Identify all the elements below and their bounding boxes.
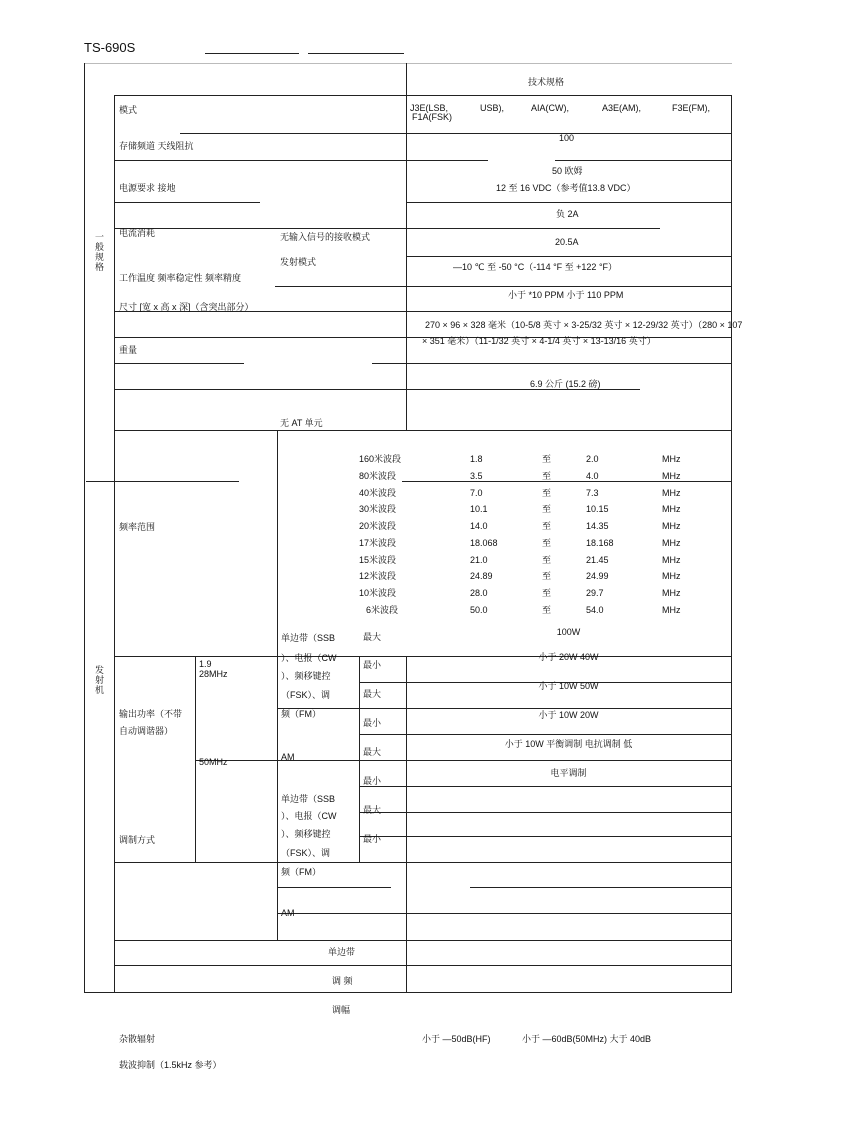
max-label: 最大	[363, 747, 382, 757]
mode-group-text: （FSK）、调	[281, 690, 331, 700]
stability-value: 小于 *10 PPM 小于 110 PPM	[508, 290, 624, 300]
row-rule	[402, 481, 732, 482]
band-high: 21.45	[586, 555, 609, 565]
max-label: 最大	[363, 805, 382, 815]
band-to: 至	[542, 471, 552, 481]
range-hf: 1.9	[199, 659, 212, 669]
spec-title: 技术规格	[528, 77, 565, 87]
band-unit: MHz	[662, 454, 681, 464]
band-name: 40米波段	[359, 488, 397, 498]
row-rule	[277, 913, 732, 914]
range-hf: 28MHz	[199, 669, 228, 679]
row-rule	[406, 202, 732, 203]
power-value: 小于 10W 平衡调制 电抗调制 低	[504, 739, 633, 749]
row-rule	[372, 363, 732, 364]
current-value: 20.5A	[555, 237, 579, 247]
freq-range-label: 频率范围	[119, 522, 156, 532]
band-unit: MHz	[662, 471, 681, 481]
row-rule	[114, 965, 732, 966]
modulation-fm: 调 频	[332, 976, 353, 986]
band-name: 10米波段	[359, 588, 397, 598]
min-label: 最小	[363, 718, 382, 728]
band-name: 160米波段	[359, 454, 402, 464]
tx-mode-label: 发射模式	[280, 257, 317, 267]
row-rule	[359, 786, 732, 787]
row-rule	[114, 940, 732, 941]
weight-label: 重量	[119, 345, 138, 355]
memory-value: 100	[559, 133, 575, 143]
band-low: 21.0	[470, 555, 488, 565]
power-value: 小于 10W 20W	[538, 710, 599, 720]
header-rule	[308, 53, 404, 54]
row-rule	[359, 734, 732, 735]
mode-group-text: ）、电报（CW	[281, 653, 337, 663]
band-to: 至	[542, 538, 552, 548]
min-label: 最小	[363, 660, 382, 670]
spurious-label: 杂散辐射	[119, 1034, 156, 1044]
mode-value: AIA(CW),	[531, 103, 569, 113]
band-high: 2.0	[586, 454, 599, 464]
mode-group-text: ）、频移键控	[281, 671, 331, 681]
size-value: × 351 毫米）（11-1/32 英寸 × 4-1/4 英寸 × 13-13/16 英寸）	[422, 336, 656, 346]
power-value: 100W	[556, 627, 581, 637]
carrier-suppression-label: 载波抑制（1.5kHz 参考）	[119, 1060, 222, 1070]
value-column-border	[406, 63, 407, 430]
max-label: 最大	[363, 632, 382, 642]
ground-value: 负 2A	[556, 209, 579, 219]
band-unit: MHz	[662, 488, 681, 498]
band-to: 至	[542, 555, 552, 565]
mode-group-text: ）、电报（CW	[281, 811, 337, 821]
min-label: 最小	[363, 834, 382, 844]
transmitter-side-label: 发射机	[95, 665, 105, 695]
table-right-border	[731, 95, 732, 993]
range-50mhz: 50MHz	[199, 757, 228, 767]
band-to: 至	[542, 588, 552, 598]
band-low: 14.0	[470, 521, 488, 531]
band-to: 至	[542, 454, 552, 464]
band-high: 10.15	[586, 504, 609, 514]
row-rule	[114, 228, 660, 229]
band-low: 7.0	[470, 488, 483, 498]
mode-group-text: 单边带（SSB	[281, 633, 336, 643]
min-label: 最小	[363, 776, 382, 786]
band-to: 至	[542, 488, 552, 498]
mode-value: J3E(LSB,	[410, 103, 449, 113]
row-rule	[86, 481, 239, 482]
power-value: 小于 10W 50W	[538, 681, 599, 691]
spurious-50mhz: 小于 —60dB(50MHz) 大于 40dB	[522, 1034, 652, 1044]
row-rule	[277, 708, 732, 709]
mode-label: 模式	[119, 105, 138, 115]
size-label: 尺寸 [宽 x 高 x 深]（含突出部分）	[119, 302, 254, 312]
row-rule	[275, 286, 732, 287]
mode-group-text: 单边带（SSB	[281, 794, 336, 804]
band-unit: MHz	[662, 588, 681, 598]
mode-group-text: AM	[281, 908, 295, 918]
mode-value: F3E(FM),	[672, 103, 710, 113]
row-rule	[114, 160, 488, 161]
mode-value: USB),	[480, 103, 505, 113]
band-high: 18.168	[586, 538, 614, 548]
band-low: 10.1	[470, 504, 488, 514]
modulation-ssb: 单边带	[328, 947, 356, 957]
band-name: 80米波段	[359, 471, 397, 481]
band-low: 50.0	[470, 605, 488, 615]
memory-antenna-label: 存储频道 天线阻抗	[119, 141, 194, 151]
output-power-label: 输出功率（不带	[119, 709, 183, 719]
row-rule	[406, 256, 732, 257]
row-rule	[114, 862, 732, 863]
mode-group-text: （FSK）、调	[281, 848, 331, 858]
mode-group-text: AM	[281, 752, 295, 762]
band-high: 54.0	[586, 605, 604, 615]
temp-label: 工作温度 频率稳定性 频率精度	[119, 273, 242, 283]
band-unit: MHz	[662, 571, 681, 581]
doc-title: TS-690S	[84, 40, 136, 55]
mode-group-text: ）、频移键控	[281, 829, 331, 839]
mode-value: F1A(FSK)	[412, 112, 453, 122]
band-name: 30米波段	[359, 504, 397, 514]
row-rule	[114, 202, 260, 203]
band-low: 3.5	[470, 471, 483, 481]
band-high: 24.99	[586, 571, 609, 581]
band-to: 至	[542, 504, 552, 514]
band-low: 28.0	[470, 588, 488, 598]
mode-group-text: 频（FM）	[281, 709, 321, 719]
subcolumn-border	[277, 430, 278, 940]
table-top-border	[84, 63, 732, 64]
band-name: 12米波段	[359, 571, 397, 581]
band-unit: MHz	[662, 521, 681, 531]
row-rule	[195, 760, 732, 761]
band-low: 1.8	[470, 454, 483, 464]
band-unit: MHz	[662, 555, 681, 565]
row-rule	[359, 812, 732, 813]
table-bottom-border	[84, 992, 732, 993]
row-rule	[114, 430, 732, 431]
band-high: 29.7	[586, 588, 604, 598]
modulation-label: 调制方式	[119, 835, 156, 845]
band-high: 7.3	[586, 488, 599, 498]
row-rule	[277, 887, 391, 888]
power-ground-label: 电源要求 接地	[119, 183, 176, 193]
current-label: 电流消耗	[119, 228, 156, 238]
table-left-border	[84, 63, 85, 993]
row-rule	[359, 836, 732, 837]
band-to: 至	[542, 521, 552, 531]
band-high: 14.35	[586, 521, 609, 531]
row-rule	[114, 363, 244, 364]
band-unit: MHz	[662, 605, 681, 615]
row-rule	[555, 160, 732, 161]
side-column-border	[114, 95, 115, 993]
power-value: 12 至 16 VDC（参考值13.8 VDC）	[496, 183, 636, 193]
mode-value: A3E(AM),	[602, 103, 642, 113]
value-column-border	[406, 656, 407, 993]
band-low: 24.89	[470, 571, 493, 581]
size-value: 270 × 96 × 328 毫米（10-5/8 英寸 × 3-25/32 英寸 × 12-29/32 英寸）（280 × 107	[425, 320, 743, 330]
output-power-label: 自动调谐器）	[119, 726, 174, 736]
row-rule	[180, 133, 732, 134]
band-low: 18.068	[470, 538, 498, 548]
temp-value: —10 ℃ 至 -50 °C（-114 °F 至 +122 °F）	[453, 262, 618, 272]
no-signal-label: 无输入信号的接收模式	[280, 232, 371, 242]
power-value: 电平调制	[550, 768, 587, 778]
general-side-label: 一般规格	[95, 232, 105, 272]
no-at-label: 无 AT 单元	[280, 418, 323, 428]
band-name: 15米波段	[359, 555, 397, 565]
header-rule	[205, 53, 299, 54]
band-name: 20米波段	[359, 521, 397, 531]
band-high: 4.0	[586, 471, 599, 481]
max-label: 最大	[363, 689, 382, 699]
row-rule	[470, 887, 732, 888]
impedance-value: 50 欧姆	[552, 166, 583, 176]
weight-value: 6.9 公斤 (15.2 磅)	[530, 379, 601, 389]
band-unit: MHz	[662, 504, 681, 514]
band-to: 至	[542, 571, 552, 581]
row-rule	[114, 95, 732, 96]
band-unit: MHz	[662, 538, 681, 548]
mode-group-text: 频（FM）	[281, 867, 321, 877]
band-name: 6米波段	[366, 605, 399, 615]
band-to: 至	[542, 605, 552, 615]
band-name: 17米波段	[359, 538, 397, 548]
modulation-am: 调幅	[332, 1005, 351, 1015]
spurious-hf: 小于 —50dB(HF)	[422, 1034, 491, 1044]
power-value: 小于 20W 40W	[538, 652, 599, 662]
